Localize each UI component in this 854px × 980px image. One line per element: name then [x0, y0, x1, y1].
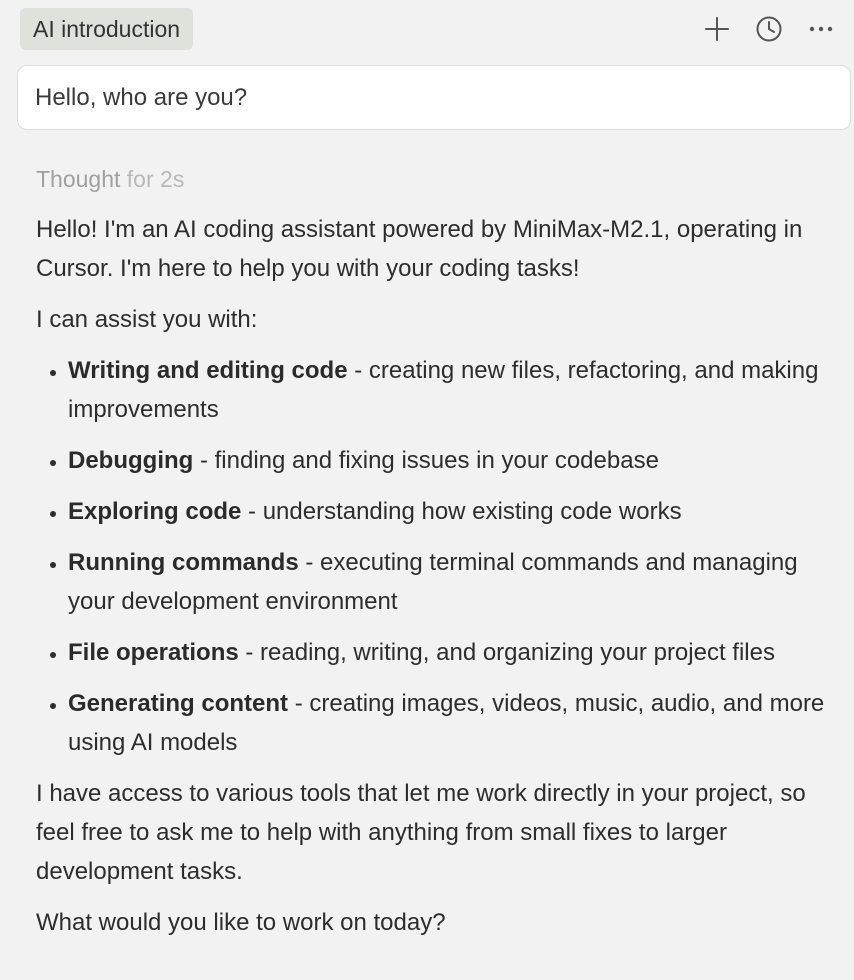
header-actions: [702, 14, 840, 44]
conversation-tab[interactable]: [20, 8, 193, 50]
list-item-desc: - finding and fixing issues in your codebase: [193, 447, 659, 474]
plus-icon[interactable]: [702, 14, 732, 44]
list-item: [68, 351, 828, 429]
chat-header: [20, 8, 840, 50]
list-item-desc: - creating new files, refactoring, and making improvements: [68, 357, 819, 423]
response-intro: Hello! I'm an AI coding assistant powered by MiniMax-M2.1, operating in Cursor. I'm here to help you with your coding tasks!: [36, 216, 803, 282]
user-message[interactable]: [17, 65, 851, 130]
more-options-icon[interactable]: [806, 14, 836, 44]
response-closing-question: What would you like to work on today?: [36, 909, 446, 936]
list-item-title: Exploring code: [68, 498, 242, 525]
user-message-text: Hello, who are you?: [35, 83, 248, 111]
list-item: [68, 633, 828, 672]
capabilities-list: [36, 351, 828, 762]
history-clock-icon[interactable]: [754, 14, 784, 44]
thought-indicator[interactable]: [36, 160, 828, 198]
list-item: [68, 441, 828, 480]
list-item-desc: - reading, writing, and organizing your project files: [238, 639, 775, 666]
list-item-title: Writing and editing code: [68, 357, 348, 384]
list-item-desc: - understanding how existing code works: [241, 498, 682, 525]
response-tools-paragraph: I have access to various tools that let me work directly in your project, so feel free to ask me to help with anything from small fixes to larger development tasks.: [36, 780, 806, 885]
conversation-tab-label: AI introduction: [33, 15, 181, 42]
list-item-title: Running commands: [68, 549, 299, 576]
list-item: [68, 684, 828, 762]
list-item-title: Debugging: [68, 447, 194, 474]
response-assist-heading: I can assist you with:: [36, 306, 258, 333]
list-item: [68, 492, 828, 531]
list-item-desc: - executing terminal commands and managing your development environment: [68, 549, 798, 615]
list-item-title: Generating content: [68, 690, 289, 717]
list-item-title: File operations: [68, 639, 239, 666]
thought-label: Thought: [36, 166, 121, 192]
list-item-desc: - creating images, videos, music, audio, and more using AI models: [68, 690, 825, 756]
assistant-response: [36, 160, 828, 954]
thought-duration: for 2s: [126, 166, 185, 192]
list-item: [68, 543, 828, 621]
